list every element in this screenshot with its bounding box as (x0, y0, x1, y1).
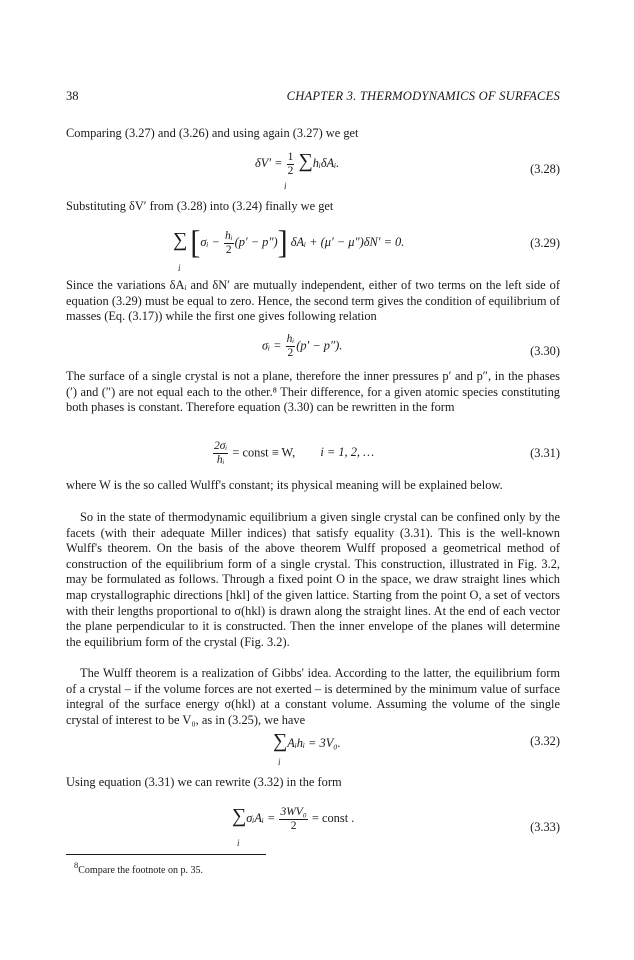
eq-fraction: $\frac{1}{2}$ (287, 150, 294, 177)
equation-number: (3.31) (530, 446, 560, 460)
page-number: 38 (66, 89, 79, 103)
sum-symbol: ∑ (173, 228, 188, 251)
paragraph-variations: Since the variations δAᵢ and δN′ are mutually independent, either of two terms on the left side of equation (3.29) must be equal to zero. Hence, the second term gives the condition of equilibrium of masses (Eq. (3.17)) while the first one gives following relation (66, 278, 560, 324)
eq-rhs: hᵢδAᵢ. (312, 156, 340, 170)
equation-number: (3.28) (530, 162, 560, 176)
sum-index: i (178, 263, 181, 273)
footnote (74, 860, 203, 876)
sum-index: i (237, 838, 240, 848)
eq-lhs: δV′ = (255, 156, 283, 170)
equation-3-28 (255, 150, 339, 178)
equation-3-30 (262, 333, 342, 360)
eq-rest: δAᵢ + (μ′ − μ″)δN′ = 0. (290, 234, 405, 249)
eq-rhs: (p′ − p″). (296, 338, 343, 353)
paragraph-intro: Comparing (3.27) and (3.26) and using again (3.27) we get (66, 126, 359, 140)
paragraph-wulff-constant: where W is the so called Wulff's constant; its physical meaning will be explained below. (66, 478, 503, 492)
sum-index: i (278, 757, 281, 767)
paragraph-gibbs: The Wulff theorem is a realization of Gibbs' idea. According to the latter, the equilibrium form of a crystal – if the volume forces are not exerted – is determined by the minimum value of surface integral of the surface energy σ(hkl) at a constant volume. Assuming the volume of the single crystal of interest to be V₀, as in (3.25), we have (66, 666, 560, 727)
sum-symbol: ∑ (232, 805, 247, 827)
sigma-term: σᵢ − (200, 234, 220, 249)
eq-rhs: = const . (311, 811, 355, 825)
footnote-rule (66, 854, 266, 855)
sum-index: i (284, 181, 287, 191)
eq-fraction: $\frac{\text{2σᵢ}}{\text{hᵢ}}$ (214, 440, 228, 466)
paragraph-rewrite: Using equation (3.31) we can rewrite (3.32) in the form (66, 775, 342, 789)
right-bracket: ] (277, 224, 288, 261)
eq-body: σᵢAᵢ = (246, 811, 276, 825)
running-header: CHAPTER 3. THERMODYNAMICS OF SURFACES (286, 89, 560, 103)
eq-fraction: $\frac{\text{3WV₀}}{2}$ (280, 805, 307, 832)
sum-symbol: ∑ (298, 150, 313, 172)
footnote-text: Compare the footnote on p. 35. (78, 865, 203, 876)
eq-lhs: σᵢ = (262, 338, 282, 353)
eq-fraction: $\frac{\text{hᵢ}}{2}$ (286, 333, 295, 359)
paragraph-surface: The surface of a single crystal is not a plane, therefore the inner pressures p′ and p″, in the phases (′) and (″) are not equal each to the other.⁸ Their difference, for a given atomic species constituting both phases is constant. Therefore equation (3.30) can be rewritten in the form (66, 369, 560, 415)
equation-3-31 (212, 440, 374, 467)
paragraph-wulff-theorem: So in the state of thermodynamic equilibrium a given single crystal can be confined only by the facets (with their adequate Miller indices) that satisfy equality (3.31). This is the well-known Wulff's theorem. On the basis of the above theorem Wulff proposed a geometrical method of construction of the equilibrium form of a single crystal. This construction, illustrated in Fig. 3.2, may be formulated as follows. Through a fixed point O in the space, we draw straight lines which map crystallographic directions [hkl] of the given lattice. Starting from the point O, a set of vectors with their lengths proportional to σ(hkl) is drawn along the straight lines. At the end of each vector the plane perpendicular to it is constructed. Then the inner envelope of the planes will determine the equilibrium form of the crystal (Fig. 3.2). (66, 510, 560, 649)
equation-3-33 (232, 805, 354, 833)
pressure-difference: (p′ − p″) (234, 234, 278, 249)
equation-3-29 (173, 226, 404, 260)
paragraph-substitution: Substituting δV′ from (3.28) into (3.24) finally we get (66, 199, 334, 213)
equation-number: (3.29) (530, 236, 560, 250)
sum-symbol: ∑ (273, 730, 288, 752)
eq-fraction: $\frac{\text{hᵢ}}{2}$ (225, 229, 233, 256)
left-bracket: [ (190, 224, 201, 261)
equation-number: (3.32) (530, 734, 560, 748)
equation-number: (3.33) (530, 820, 560, 834)
equation-number: (3.30) (530, 344, 560, 358)
eq-rhs: = const ≡ W, (232, 445, 296, 460)
eq-body: Aᵢhᵢ = 3V₀. (287, 736, 341, 750)
equation-3-32 (273, 730, 341, 753)
footnote-marker: 8 (74, 860, 79, 870)
eq-condition: i = 1, 2, … (320, 445, 375, 460)
